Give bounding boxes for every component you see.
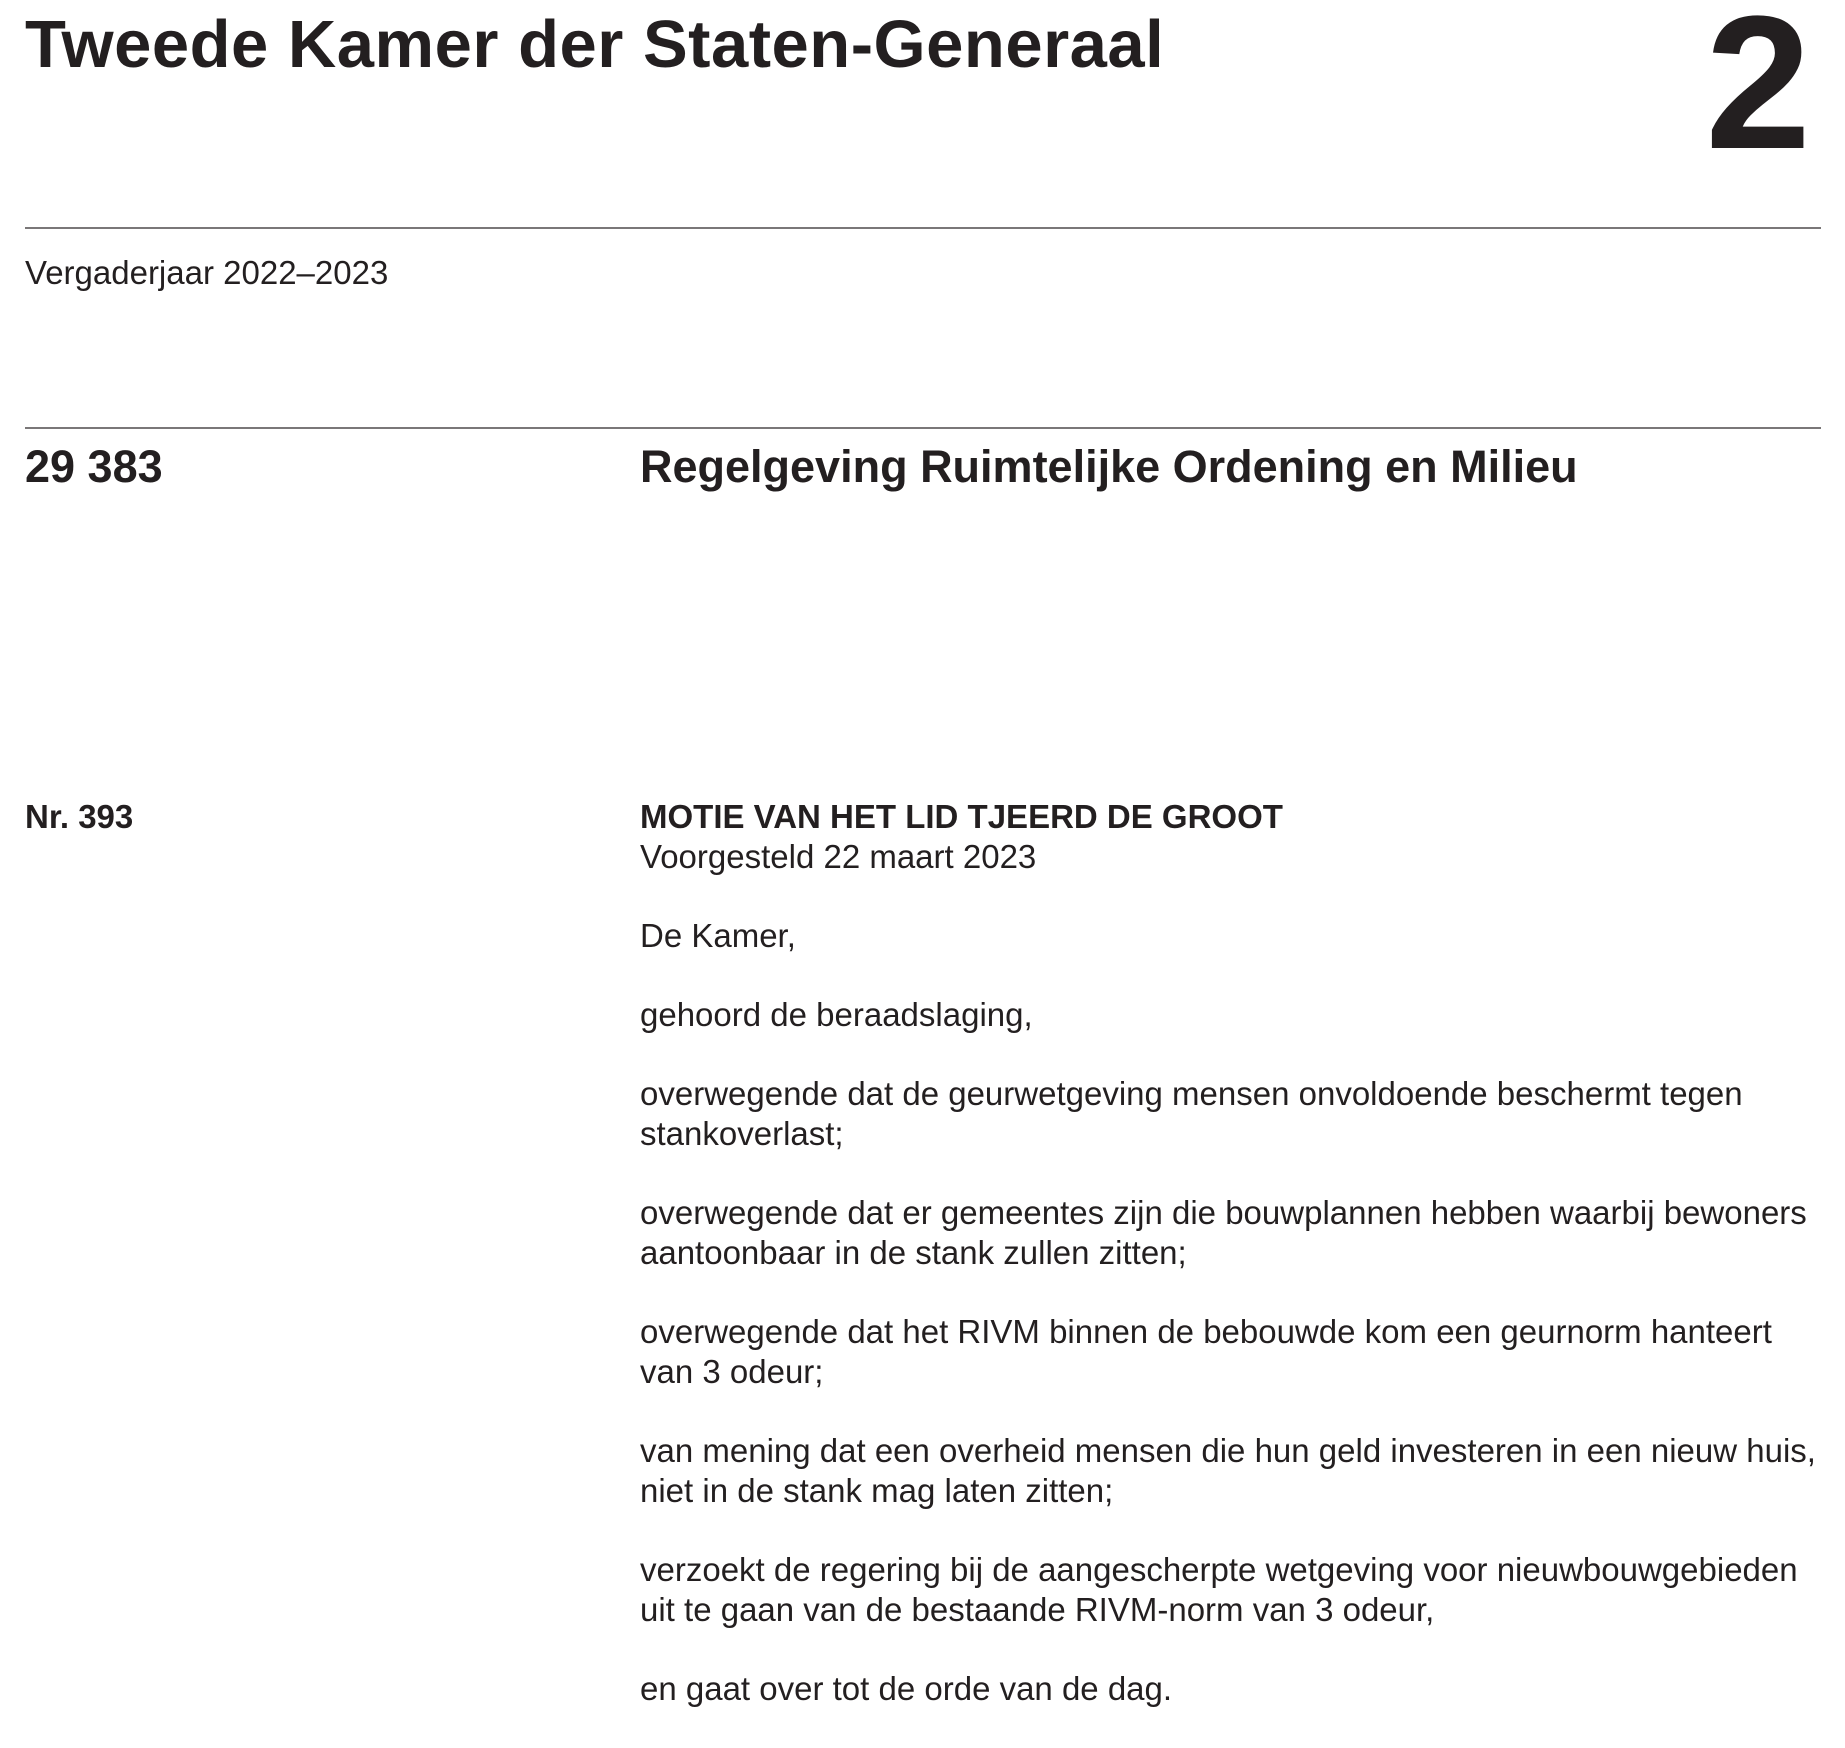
motion-date: Voorgesteld 22 maart 2023 — [640, 838, 1037, 875]
motion-title: MOTIE VAN HET LID TJEERD DE GROOT — [640, 798, 1283, 835]
session-year: Vergaderjaar 2022–2023 — [25, 254, 389, 291]
motion-paragraph-opinion: van mening dat een overheid mensen die hun geld investeren in een nieuw huis, niet in de stank mag laten zitten; — [640, 1432, 1816, 1509]
motion-paragraph-request: verzoekt de regering bij de aangescherpte wetgeving voor nieuwbouwgebieden uit te gaan van de bestaande RIVM-norm van 3 odeur, — [640, 1551, 1798, 1628]
motion-paragraph-addressee: De Kamer, — [640, 917, 796, 954]
dossier-divider — [25, 427, 1821, 429]
motion-paragraph-heard: gehoord de beraadslaging, — [640, 996, 1033, 1033]
chamber-title: Tweede Kamer der Staten-Generaal — [25, 7, 1165, 82]
motion-paragraph-considering-2: overwegende dat er gemeentes zijn die bouwplannen hebben waarbij bewoners aantoonbaar in de stank zullen zitten; — [640, 1194, 1807, 1271]
motion-body — [640, 797, 1820, 1748]
motion-paragraph-considering-3: overwegende dat het RIVM binnen de bebouwde kom een geurnorm hanteert van 3 odeur; — [640, 1313, 1772, 1390]
chamber-number: 2 — [1705, 0, 1811, 189]
motion-paragraph-considering-1: overwegende dat de geurwetgeving mensen onvoldoende beschermt tegen stankoverlast; — [640, 1075, 1743, 1152]
header-divider — [25, 227, 1821, 229]
document-number: Nr. 393 — [25, 798, 134, 835]
dossier-number: 29 383 — [25, 441, 163, 492]
motion-paragraph-closing: en gaat over tot de orde van de dag. — [640, 1670, 1173, 1707]
dossier-title: Regelgeving Ruimtelijke Ordening en Milieu — [640, 441, 1578, 492]
